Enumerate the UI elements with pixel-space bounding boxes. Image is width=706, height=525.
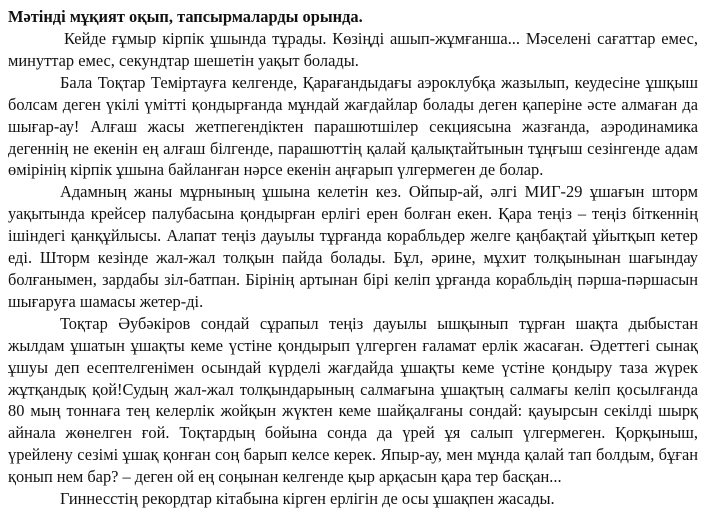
paragraph-3: Адамның жаны мұрнының ұшына келетін кез. Ойпыр-ай, әлгі МИГ-29 ұшағын шторм уақытында крейсер палубасына қондырған ерлігі ерен болған екен. Қара теңіз – теңіз біткеннің ішіндегі қанқұйлысы. Алапат теңіз дауылы тұрғанда корабльдер желге қаңбақтай ұйытқып кетер еді. Шторм кезінде жал-жал толқын пайда болады. Бұл, әрине, мұхит толқынынан шағындау болғанымен, зардабы зіл-батпан. Бірінің артынан бірі келіп ұрғанда корабльдің пәрша-пәршасын шығаруға шамасы жетер-ді. (8, 182, 698, 311)
paragraph-5: Гиннесстің рекордтар кітабына кірген ерлігін де осы ұшақпен жасады. (60, 489, 555, 509)
paragraph-2: Бала Тоқтар Теміртауға келгенде, Қарағандыдағы аэроклубқа жазылып, кеудесіне ұшқыш болсам деген үкілі үмітті қондырғанда мұндай жағдайлар болады деген қаперіне әсте алмаған да шығар-ау! Алғаш жасы жетпегендіктен парашютшілер секциясына жазғанда, аэродинамика дегеннің не екенін ең алғаш білгенде, парашюттің қалай қалықтайтынын тұңғыш сезінгенде адам өмірінің кірпік ұшына байланған нәрсе екенін аңғарып үлгермеген де болар. (8, 72, 698, 180)
paragraph-4: Тоқтар Әубәкіров сондай сұрапыл теңіз дауылы ышқынып тұрған шақта дыбыстан жылдам ұшатын ұшақты кеме үстіне қондырып үлгерген ғаламат ерлік жасаған. Әдеттегі сынақ ұшуы деп есептелгенімен осындай күрделі жағдайда ұшақты кеме үстіне қондыру таза жүрек жұтқандық қой!Судың жал-жал толқындарының салмағына ұшақтың салмағы келіп қосылғанда 80 мың тоннаға тең келерлік жойқын жүктен кеме шайқалғаны сондай: қаyырсын секілді шырқ айнала жөнелген ғой. Тоқтардың бойына сонда да үрей ұя салып үлгермеген. Қорқыныш, үрейлену сезімі ұшақ қонған соң барып келсе керек. Япыр-ау, мен мұнда қалай тап болдым, бұған қонып нем бар? – деген ой ең соңынан келгенде қыр арқасын қара тер басқан... (8, 313, 698, 487)
paragraph-1: Кейде ғұмыр кірпік ұшында тұрады. Көзіңді ашып-жұмғанша... Мәселені сағаттар емес, минуттар емес, секундтар шешетін уақыт болады. (8, 29, 698, 70)
task-heading: Мәтінді мұқият оқып, тапсырмаларды орында. (8, 7, 363, 26)
